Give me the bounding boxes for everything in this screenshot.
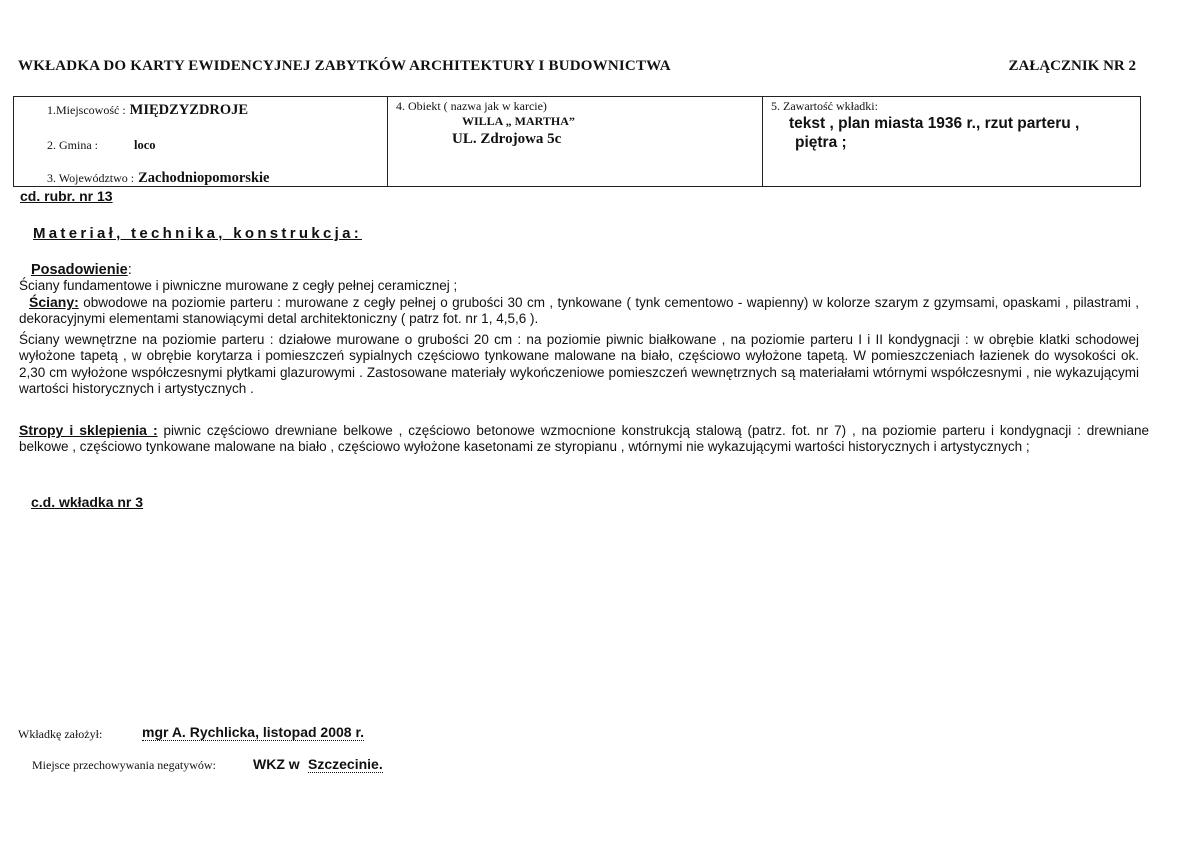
ceilings-text: piwnic częściowo drewniane belkowe , częściowo betonowe wzmocnione konstrukcją stalową (patrz. fot. nr 7) , na poziomie parteru i kondygnacji : drewniane belkowe , częściowo tynkowane malowane na biało , częściowo wyłożone kasetonami ze styropianu , wtórnymi nie wykazującymi wartości historycznych i artystycznych ; <box>19 423 1149 455</box>
contents-cell <box>763 97 1140 186</box>
foundation-text: Ściany fundamentowe i piwniczne murowane z cegły pełnej ceramicznej ; <box>19 278 458 293</box>
contents-label: 5. Zawartość wkładki: <box>771 99 878 113</box>
contents-value-line2: piętra ; <box>795 134 847 151</box>
negatives-location-value-a: WKZ w <box>253 756 300 772</box>
voivodeship-value: Zachodniopomorskie <box>138 170 270 186</box>
commune-row <box>47 136 156 154</box>
inner-walls-paragraph: Ściany wewnętrzne na poziomie parteru : działowe murowane o grubości 20 cm : na poziomie piwnic białkowane , na poziomie parteru I i II kondygnacji : w obrębie klatki schodowej wyłożone tapetą , w obrębie korytarza i pomieszczeń sypialnych częściowo tynkowane malowane na biało, częściowo wyłożone tapetą. W pomieszczeniach łazienek do wysokości ok. 2,30 cm wyłożone współczesnymi płytkami glazurowymi . Zastosowane materiały wykończeniowe pomieszczeń wewnętrznych są materiałami wtórnymi współczesnymi , nie wykazującymi wartości historycznych i artystycznych . <box>19 332 1139 396</box>
commune-value: loco <box>134 138 156 152</box>
foundation-heading: Posadowienie <box>31 262 128 278</box>
negatives-location-label: Miejsce przechowywania negatywów: <box>32 758 216 772</box>
attachment-number: ZAŁĄCZNIK NR 2 <box>1008 58 1136 74</box>
voivodeship-row <box>47 169 269 187</box>
town-label: 1.Miejscowość : <box>47 103 126 117</box>
ceilings-heading: Stropy i sklepienia : <box>19 422 158 438</box>
object-address: UL. Zdrojowa 5c <box>452 131 562 147</box>
town-row <box>47 101 248 119</box>
document-title: WKŁADKA DO KARTY EWIDENCYJNEJ ZABYTKÓW ARCHITEKTURY I BUDOWNICTWA <box>18 58 671 74</box>
object-label: 4. Obiekt ( nazwa jak w karcie) <box>396 99 547 113</box>
town-value: MIĘDZYZDROJE <box>129 102 249 118</box>
created-by-value: mgr A. Rychlicka, listopad 2008 r. <box>142 724 365 740</box>
negatives-location-value-b: Szczecinie. <box>308 756 383 772</box>
info-table <box>13 96 1141 187</box>
location-cell <box>14 97 388 186</box>
ceilings-paragraph <box>19 422 1149 456</box>
walls-paragraph <box>19 294 1139 328</box>
foundation-heading-colon: : <box>127 262 132 278</box>
continuation-note: cd. rubr. nr 13 <box>20 188 113 204</box>
contents-value-line1: tekst , plan miasta 1936 r., rzut parteru , <box>789 115 1080 132</box>
object-name: WILLA „ MARTHA” <box>462 114 575 128</box>
voivodeship-label: 3. Województwo : <box>47 171 135 185</box>
walls-text: obwodowe na poziomie parteru : murowane z cegły pełnej o grubości 30 cm , tynkowane ( tynk cementowo - wapienny) w kolorze szarym z gzymsami, opaskami , pilastrami , dekoracyjnymi elementami stanowiącymi detal architektoniczny ( patrz fot. nr 1, 4,5,6 ). <box>19 295 1139 327</box>
foundation-heading-row <box>31 262 132 278</box>
object-cell <box>388 97 763 186</box>
created-by-label: Wkładkę założył: <box>18 727 103 741</box>
section-heading: Materiał, technika, konstrukcja: <box>33 225 363 242</box>
next-insert-note: c.d. wkładka nr 3 <box>31 494 144 510</box>
commune-label: 2. Gmina : <box>47 138 98 152</box>
walls-heading: Ściany: <box>29 294 79 310</box>
